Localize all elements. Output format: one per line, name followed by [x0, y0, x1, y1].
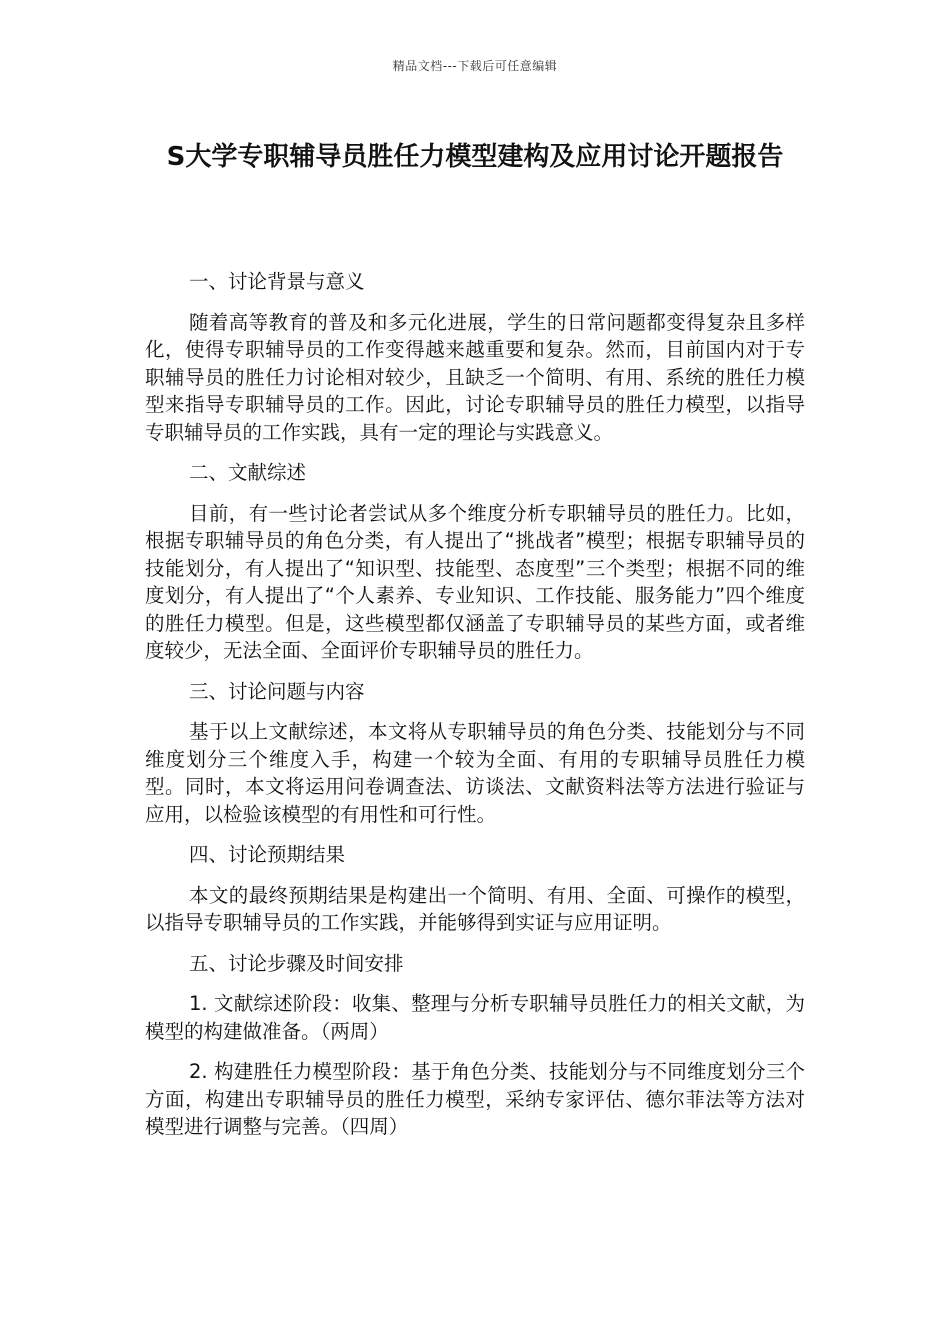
paragraph: 随着高等教育的普及和多元化进展，学生的日常问题都变得复杂且多样化，使得专职辅导员的工作变得越来越重要和复杂。然而，目前国内对于专职辅导员的胜任力讨论相对较少，且缺乏一个简明、有用、系统的胜任力模型来指导专职辅导员的工作。因此，讨论专职辅导员的胜任力模型，以指导专职辅导员的工作实践，具有一定的理论与实践意义。 [145, 310, 805, 444]
document-title: S大学专职辅导员胜任力模型建构及应用讨论开题报告 [166, 142, 784, 172]
section-heading: 一、讨论背景与意义 [189, 270, 365, 293]
section-heading: 四、讨论预期结果 [189, 843, 346, 866]
section-heading: 三、讨论问题与内容 [189, 679, 365, 703]
section-heading: 五、讨论步骤及时间安排 [189, 951, 404, 975]
paragraph: 基于以上文献综述，本文将从专职辅导员的角色分类、技能划分与不同维度划分三个维度入手，构建一个较为全面、有用的专职辅导员胜任力模型。同时，本文将运用问卷调查法、访谈法、文献资料法等方法进行验证与应用，以检验该模型的有用性和可行性。 [145, 720, 805, 826]
list-item: 2. 构建胜任力模型阶段：基于角色分类、技能划分与不同维度划分三个方面，构建出专职辅导员的胜任力模型，采纳专家评估、德尔菲法等方法对模型进行调整与完善。（四周） [145, 1060, 805, 1138]
paragraph: 本文的最终预期结果是构建出一个简明、有用、全面、可操作的模型，以指导专职辅导员的工作实践，并能够得到实证与应用证明。 [145, 883, 805, 934]
list-item: 1. 文献综述阶段：收集、整理与分析专职辅导员胜任力的相关文献，为模型的构建做准备。（两周） [145, 992, 805, 1043]
document-body [145, 268, 805, 1154]
header-note: 精品文档---下载后可任意编辑 [392, 59, 558, 73]
paragraph: 目前，有一些讨论者尝试从多个维度分析专职辅导员的胜任力。比如，根据专职辅导员的角色分类，有人提出了“挑战者”模型；根据专职辅导员的技能划分，有人提出了“知识型、技能型、态度型”三个类型；根据不同的维度划分，有人提出了“个人素养、专业知识、工作技能、服务能力”四个维度的胜任力模型。但是，这些模型都仅涵盖了专职辅导员的某些方面，或者维度较少，无法全面、全面评价专职辅导员的胜任力。 [145, 501, 805, 662]
section-heading: 二、文献综述 [189, 461, 307, 484]
